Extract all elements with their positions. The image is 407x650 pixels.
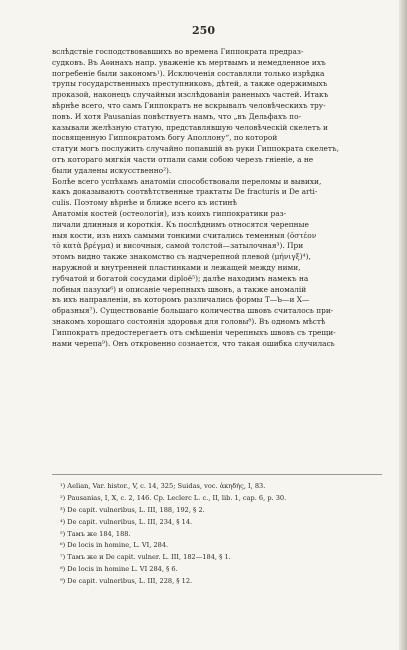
body-line: вслѣдствіе господствовавшихъ во времена Гиппократа предраз- xyxy=(52,47,304,56)
body-line: culis. Поэтому вѣрнѣе и ближе всего къ истинѣ xyxy=(52,198,237,208)
body-line: τὸ κατὰ βρέγμα) и височныя, самой толстой—затылочная³). При xyxy=(52,241,304,251)
body-line: повъ. И хотя Pausanias повѣствуетъ намъ, что „въ Дельфахъ по- xyxy=(52,111,302,121)
footnote: ⁶) De locis in homine, L. VI, 284. xyxy=(60,541,169,550)
body-line: Гиппократъ предостерегаетъ отъ смѣшенія черепныхъ швовъ съ трещи- xyxy=(52,327,336,337)
body-line: погребеніе были закономъ¹). Исключенія составляли только изрѣдка xyxy=(52,68,325,78)
body-line: судковъ. Въ Аѳинахъ напр. уваженіе къ мертвымъ и немедленное ихъ xyxy=(52,57,326,67)
body-line: въ ихъ направленіи, въ которомъ различались формы Т—Ꙏ—и Х— xyxy=(52,295,310,305)
body-text xyxy=(52,47,382,349)
body-line: статуи могъ послужить случайно попавшій въ руки Гиппократа скелетъ, xyxy=(52,144,339,154)
body-line: ныя кости, изъ нихъ самыми тонкими считались теменныя (ὀστέον xyxy=(52,230,317,240)
body-line: были удалены искусственно²). xyxy=(52,165,172,175)
body-line: проказой, наконецъ случайныя изслѣдованія раненыхъ частей. Итакъ xyxy=(52,90,329,100)
page-edge-shadow xyxy=(399,0,407,650)
footnote: ⁵) Тамъ же 184, 188. xyxy=(60,529,131,538)
footnote: ⁹) De capit. vulneribus, L. III, 228, § 12. xyxy=(60,577,193,586)
body-line: личали длинныя и короткія. Къ послѣднимъ относятся черепные xyxy=(52,219,309,229)
body-line: какъ доказываютъ соотвѣтственные трактаты De fracturis и De arti- xyxy=(52,187,318,197)
footnote: ³) De capit. vulneribus, L. III, 188, 192, § 2. xyxy=(60,505,205,514)
footnote: ⁷) Тамъ же и De capit. vulner. L. III, 182—184, § 1. xyxy=(60,553,231,562)
body-line: наружной и внутренней пластинками и лежащей между ними, xyxy=(52,262,301,272)
body-line: губчатой и богатой сосудами diploë⁵); далѣе находимъ намекъ на xyxy=(52,273,309,283)
body-line: трупы государственныхъ преступниковъ, дѣтей, а также одержимыхъ xyxy=(52,79,328,89)
footnote: ²) Pausanias, I, X, с. 2, 146. Ср. Leclerc L. c., II, lib. 1, cap. 6, p. 30. xyxy=(60,493,287,502)
footnote: ⁴) De capit. vulneribus, L. III, 234, § 14. xyxy=(60,517,193,526)
body-line: Анатомія костей (остеологія), изъ коихъ гиппократики раз- xyxy=(52,208,287,218)
body-line: знакомъ хорошаго состоянія здоровья для головы⁸). Въ одномъ мѣстѣ xyxy=(52,316,326,326)
body-line: этомъ видно также знакомство съ надчерепной плевой (μήνιγξ)⁴), xyxy=(52,252,311,262)
footnote: ⁸) De locis in homine L. VI 284, § 6. xyxy=(60,565,178,574)
footnote: ¹) Aelian, Var. histor., V, с. 14, 325; Suidas, voc. ἀκηδής, I, 83. xyxy=(60,482,266,490)
body-line: Болѣе всего успѣхамъ анатоміи способствовали переломы и вывихи, xyxy=(52,176,322,186)
footnotes xyxy=(60,481,380,588)
body-line: нами черепа⁹). Онъ откровенно сознается, что такая ошибка случилась xyxy=(52,338,335,348)
body-line: посвященную Гиппократомъ богу Аполлону“, по которой xyxy=(52,133,278,143)
body-line: вѣрнѣе всего, что самъ Гиппократъ не вскрывалъ человѣческихъ тру- xyxy=(52,100,326,110)
body-line: лобныя пазухи⁶) и описаніе черепныхъ швовъ, а также аномалій xyxy=(52,284,307,294)
body-line: отъ котораго мягкія части отпали сами собою черезъ гніеніе, а не xyxy=(52,154,314,164)
footnote-divider xyxy=(52,474,382,475)
body-line: казывали желѣзную статую, представлявшую человѣческій скелетъ и xyxy=(52,122,328,132)
body-line: образныя⁷). Существованіе большаго количества швовъ считалось при- xyxy=(52,306,334,316)
page-number: 250 xyxy=(192,24,215,37)
